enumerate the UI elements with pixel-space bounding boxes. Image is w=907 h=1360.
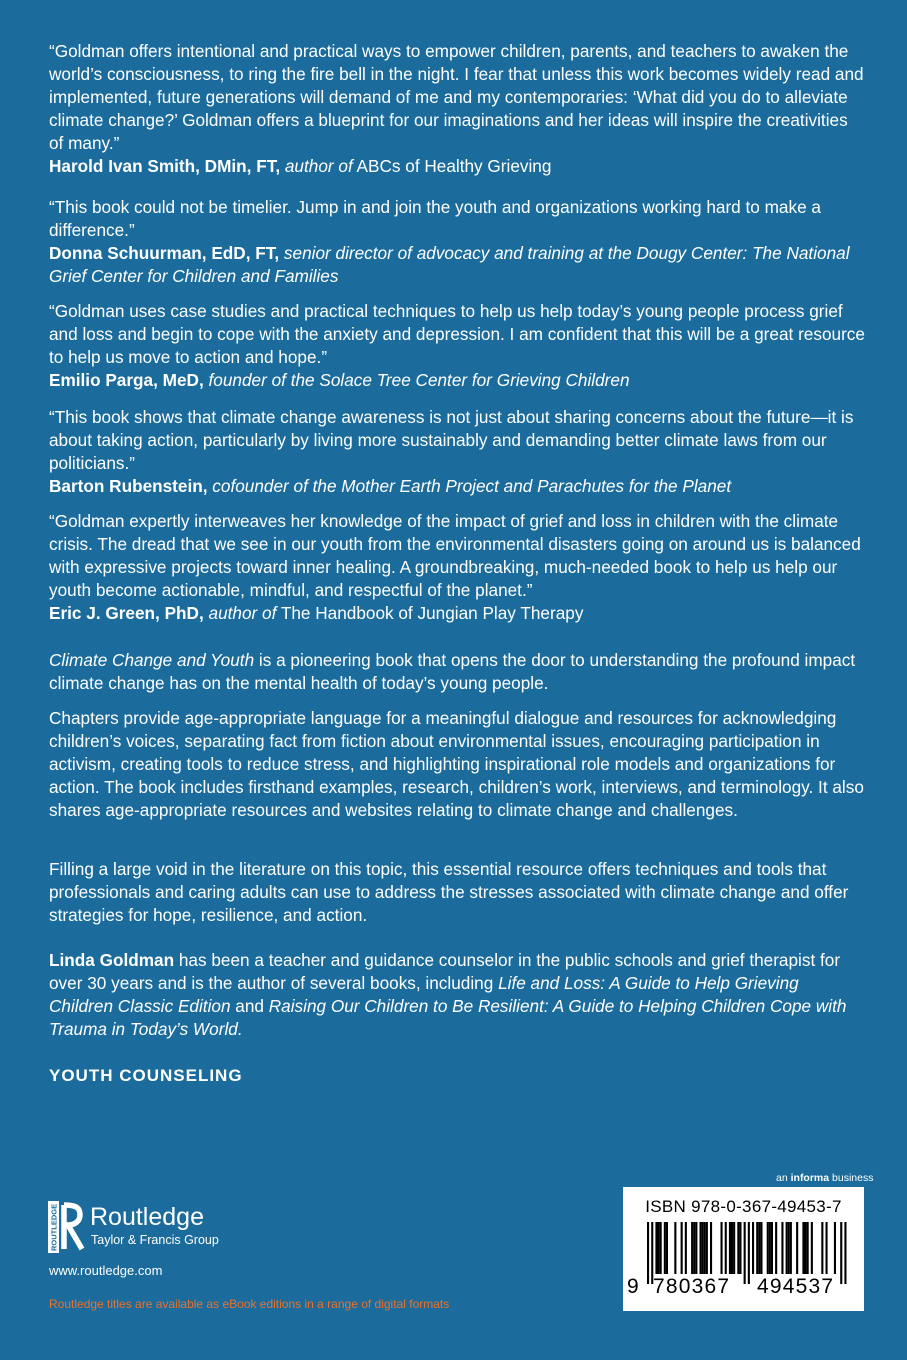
- endorser-role-prefix: author of: [284, 156, 353, 176]
- barcode-bar: [666, 1222, 668, 1274]
- endorser-role: senior director of advocacy and training at the Dougy Center: The National Grief Center for Children and Families: [49, 243, 850, 286]
- barcode-bar: [658, 1222, 660, 1274]
- barcode-bar: [834, 1222, 836, 1274]
- barcode-bar: [693, 1222, 695, 1274]
- author-book-1: Life and Loss: A Guide to Help Grieving Children Classic Edition: [49, 973, 799, 1016]
- endorser-role-prefix: author of: [208, 603, 277, 623]
- barcode-bar: [767, 1222, 769, 1274]
- barcode-bar: [655, 1222, 657, 1274]
- description-p2: [49, 707, 865, 822]
- endorsement-quote: “Goldman uses case studies and practical techniques to help us help today’s young people process grief and loss and begin to cope with the anxiety and depression. I am confident that this will be a great resource to help us move to action and hope.”: [49, 301, 865, 367]
- barcode-bar: [781, 1222, 783, 1274]
- endorsement: [49, 40, 865, 178]
- barcode-bar: [674, 1222, 676, 1274]
- barcode-bar: [739, 1222, 741, 1274]
- subject-category: YOUTH COUNSELING: [49, 1066, 243, 1085]
- author-name: Linda Goldman: [49, 950, 175, 970]
- barcode-bar: [695, 1222, 697, 1274]
- endorsement: [49, 196, 865, 288]
- endorsement: [49, 406, 865, 498]
- description-p2-text: Chapters provide age-appropriate language for a meaningful dialogue and resources for acknowledging children’s voices, separating fact from fiction about environmental issues, encouraging participation in activism, creating tools to reduce stress, and highlighting inspirational role models and organizations for action. The book includes firsthand examples, research, children’s work, interviews, and terminology. It also shares age-appropriate resources and websites relating to climate change and challenges.: [49, 708, 864, 820]
- endorser-name: Harold Ivan Smith, DMin, FT,: [49, 156, 281, 176]
- svg-text:ROUTLEDGE: ROUTLEDGE: [49, 1203, 59, 1251]
- barcode-bar: [802, 1222, 804, 1274]
- ean-first-digit: 9: [627, 1275, 640, 1298]
- endorser-role: ABCs of Healthy Grieving: [356, 156, 552, 176]
- endorsement-attribution: [49, 242, 865, 288]
- barcode-bar: [706, 1222, 708, 1274]
- barcode-bar: [702, 1222, 704, 1274]
- barcode-bar: [737, 1222, 739, 1274]
- ebook-note: Routledge titles are available as eBook editions in a range of digital formats: [49, 1297, 450, 1311]
- routledge-logo-icon: [48, 1201, 86, 1253]
- endorser-role: The Handbook of Jungian Play Therapy: [280, 603, 584, 623]
- endorsement-quote: “This book could not be timelier. Jump in and join the youth and organizations working hard to make a difference.”: [49, 197, 821, 240]
- barcode-bar: [811, 1222, 813, 1274]
- barcode-bar: [790, 1222, 792, 1274]
- endorsement-quote: “Goldman offers intentional and practical ways to empower children, parents, and teachers to awaken the world’s consciousness, to ring the fire bell in the night. I fear that unless this work becomes widely read and implemented, future generations will demand of me and my contemporaries: ‘What did you do to alleviate climate change?’ Goldman offers a blueprint for our imaginations and her ideas will inspire the creativities of many.”: [49, 41, 864, 153]
- barcode-bar: [733, 1222, 735, 1274]
- barcode-bar: [788, 1222, 790, 1274]
- publisher-group: Taylor & Francis Group: [91, 1233, 219, 1247]
- description-p3-text: Filling a large void in the literature on this topic, this essential resource offers techniques and tools that professionals and caring adults can use to address the stresses associated with climate change and offer strategies for hope, resilience, and action.: [49, 859, 849, 925]
- barcode-bar: [685, 1222, 687, 1274]
- barcode-bar: [758, 1222, 760, 1274]
- endorsement: [49, 300, 865, 392]
- barcode-bar: [769, 1222, 771, 1274]
- description-p1: [49, 649, 865, 695]
- description-p1-text: is a pioneering book that opens the door to understanding the profound impact climate change has on the mental health of today’s young people.: [49, 650, 856, 693]
- barcode-bar: [826, 1222, 828, 1274]
- barcode-bar: [775, 1222, 777, 1274]
- endorser-role: founder of the Solace Tree Center for Grieving Children: [208, 370, 630, 390]
- barcode-bar: [660, 1222, 662, 1274]
- ean-left-group: 780367: [653, 1275, 731, 1298]
- barcode-bar: [821, 1222, 823, 1274]
- barcode-bar: [710, 1222, 712, 1274]
- author-bio-text: and: [230, 996, 269, 1016]
- endorser-name: Barton Rubenstein,: [49, 476, 208, 496]
- description-p3: [49, 858, 865, 927]
- barcode-bar: [805, 1222, 807, 1274]
- barcode-bar: [786, 1222, 788, 1274]
- barcode-bar: [760, 1222, 762, 1274]
- ean-right-group: 494537: [757, 1275, 835, 1298]
- barcode-bar: [731, 1222, 733, 1274]
- endorsement-attribution: [49, 155, 865, 178]
- barcode-bar: [664, 1222, 666, 1274]
- publisher-name: Routledge: [90, 1203, 204, 1231]
- endorser-name: Emilio Parga, MeD,: [49, 370, 204, 390]
- barcode-bar: [807, 1222, 809, 1274]
- barcode-bar: [725, 1222, 727, 1274]
- barcode-bar: [704, 1222, 706, 1274]
- tagline-bold: informa: [790, 1172, 830, 1184]
- endorser-name: Eric J. Green, PhD,: [49, 603, 204, 623]
- informa-tagline: [776, 1172, 873, 1184]
- author-bio-text: has been a teacher and guidance counselor in the public schools and grief therapist for over 30 years and is the author of several books, including: [49, 950, 841, 993]
- tagline-prefix: an: [776, 1172, 791, 1184]
- barcode-bar: [721, 1222, 723, 1274]
- barcode-bar: [752, 1222, 754, 1274]
- tagline-suffix: business: [829, 1172, 874, 1184]
- author-book-2: Raising Our Children to Be Resilient: A Guide to Helping Children Cope with Trauma in Today’s World.: [49, 996, 847, 1039]
- barcode-bar: [691, 1222, 693, 1274]
- ean-number: [627, 1275, 863, 1299]
- barcode-bar: [796, 1222, 798, 1274]
- endorsement-quote: “Goldman expertly interweaves her knowledge of the impact of grief and loss in children with the climate crisis. The dread that we see in our youth from the environmental disasters going on around us is balanced with expressive projects toward inner healing. A groundbreaking, much-needed book to help us help our youth become actionable, mindful, and respectful of the planet.”: [49, 511, 861, 600]
- isbn-barcode: [623, 1187, 864, 1311]
- publisher-website: www.routledge.com: [49, 1263, 163, 1278]
- endorsement-quote: “This book shows that climate change awareness is not just about sharing concerns about the future—it is about taking action, particularly by living more sustainably and demanding better climate laws from our politicians.”: [49, 407, 854, 473]
- endorser-name: Donna Schuurman, EdD, FT,: [49, 243, 280, 263]
- endorsement-attribution: [49, 475, 865, 498]
- endorser-role: cofounder of the Mother Earth Project and Parachutes for the Planet: [212, 476, 732, 496]
- barcode-bar: [681, 1222, 683, 1274]
- endorsement: [49, 510, 865, 625]
- isbn-label: ISBN 978-0-367-49453-7: [645, 1197, 842, 1216]
- endorsement-attribution: [49, 369, 865, 392]
- barcode-bar: [729, 1222, 731, 1274]
- book-title: Climate Change and Youth: [49, 650, 255, 670]
- endorsement-attribution: [49, 602, 865, 625]
- barcode-bar: [700, 1222, 702, 1274]
- author-bio: [49, 949, 865, 1041]
- barcode-bar: [771, 1222, 773, 1274]
- barcode-bar: [756, 1222, 758, 1274]
